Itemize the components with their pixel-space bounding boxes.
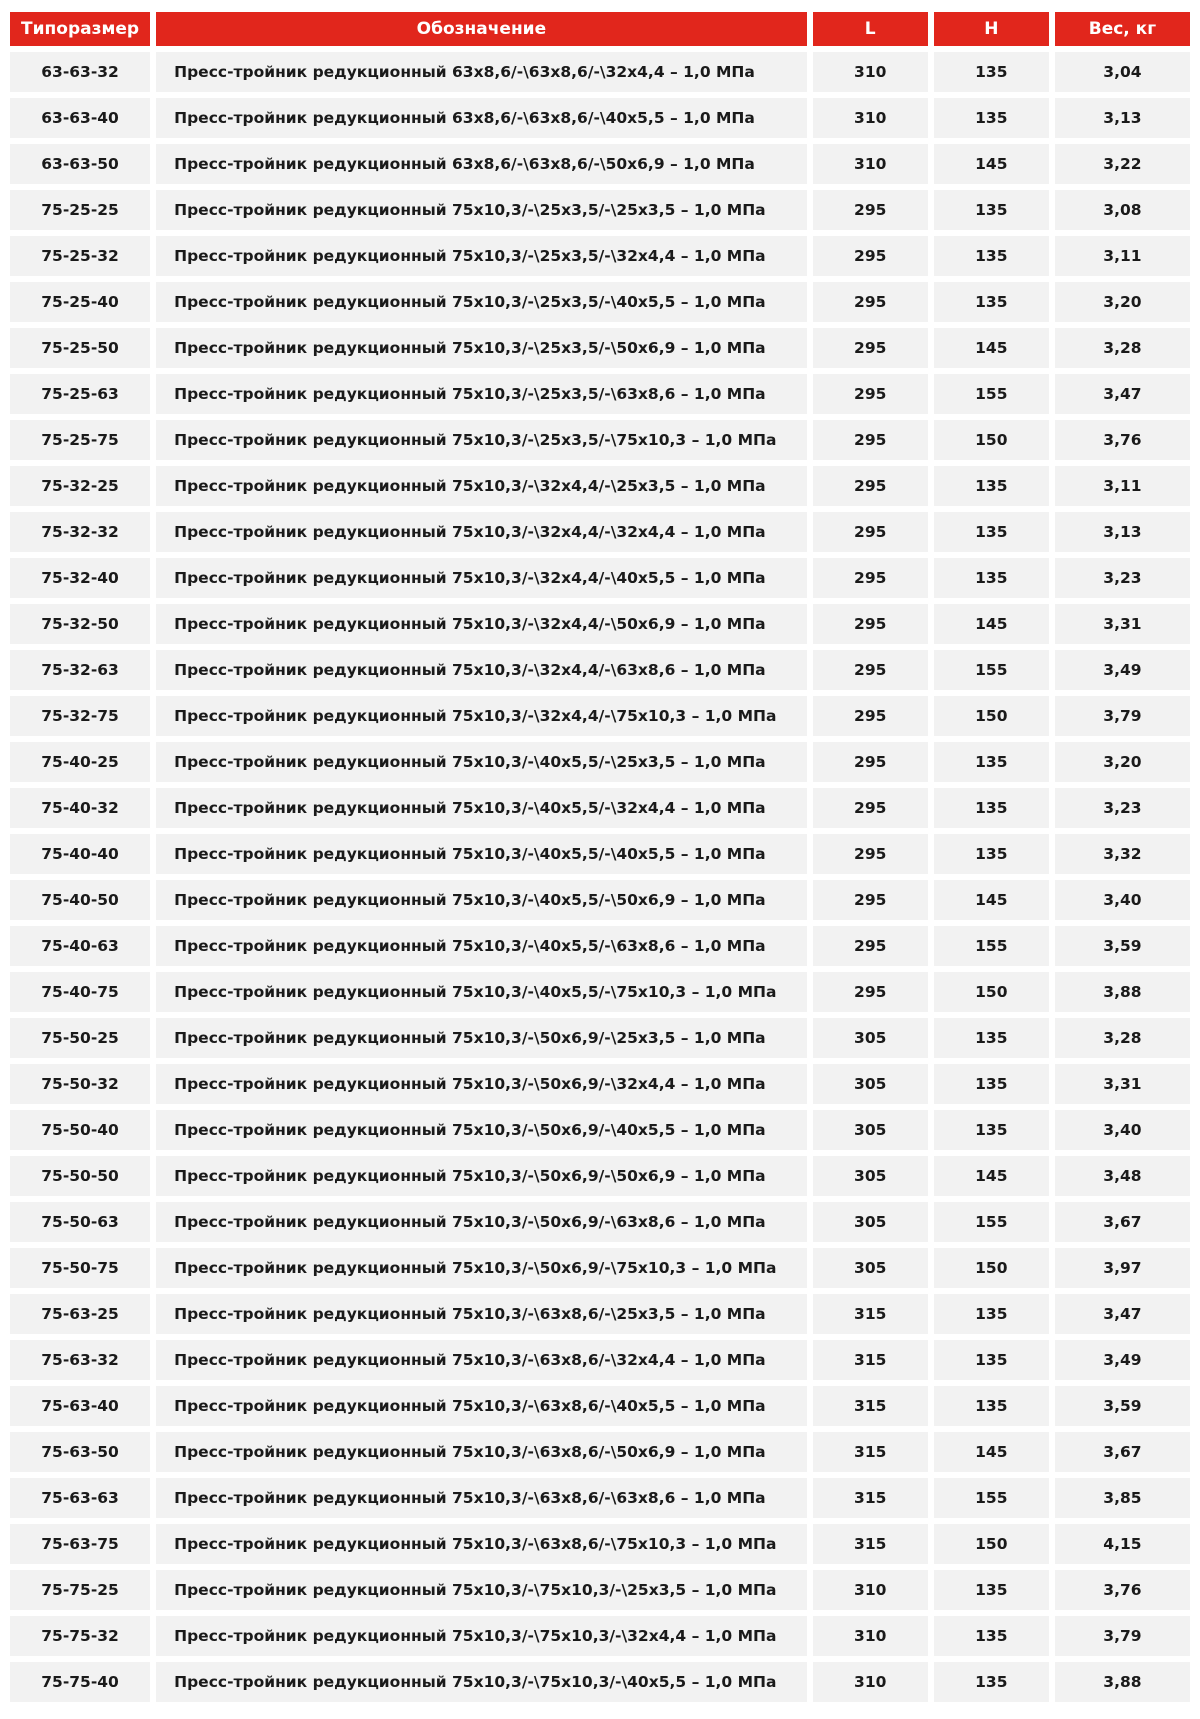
cell-length: 305 [813, 1064, 928, 1104]
cell-designation: Пресс-тройник редукционный 75х10,3/-\50х6,9/-\63х8,6 – 1,0 МПа [156, 1202, 807, 1242]
table-row [10, 512, 1190, 552]
cell-height: 135 [934, 282, 1049, 322]
table-row [10, 650, 1190, 690]
table-row [10, 1570, 1190, 1610]
table-row [10, 420, 1190, 460]
cell-height: 145 [934, 604, 1049, 644]
cell-height: 135 [934, 1064, 1049, 1104]
header-size: Типоразмер [10, 12, 150, 46]
cell-designation: Пресс-тройник редукционный 75х10,3/-\32х4,4/-\32х4,4 – 1,0 МПа [156, 512, 807, 552]
header-designation: Обозначение [156, 12, 807, 46]
spec-table [4, 6, 1196, 1708]
cell-length: 295 [813, 604, 928, 644]
cell-size: 63-63-32 [10, 52, 150, 92]
cell-length: 295 [813, 972, 928, 1012]
cell-height: 135 [934, 236, 1049, 276]
cell-designation: Пресс-тройник редукционный 75х10,3/-\40х5,5/-\25х3,5 – 1,0 МПа [156, 742, 807, 782]
cell-length: 305 [813, 1110, 928, 1150]
cell-size: 75-25-25 [10, 190, 150, 230]
cell-size: 75-40-40 [10, 834, 150, 874]
cell-height: 135 [934, 1018, 1049, 1058]
cell-designation: Пресс-тройник редукционный 63х8,6/-\63х8,6/-\50х6,9 – 1,0 МПа [156, 144, 807, 184]
cell-designation: Пресс-тройник редукционный 75х10,3/-\40х5,5/-\63х8,6 – 1,0 МПа [156, 926, 807, 966]
cell-size: 75-63-75 [10, 1524, 150, 1564]
cell-length: 305 [813, 1156, 928, 1196]
cell-length: 295 [813, 466, 928, 506]
table-row [10, 880, 1190, 920]
cell-height: 135 [934, 512, 1049, 552]
cell-size: 75-63-25 [10, 1294, 150, 1334]
cell-height: 150 [934, 1524, 1049, 1564]
header-length: L [813, 12, 928, 46]
cell-size: 75-32-63 [10, 650, 150, 690]
table-row [10, 374, 1190, 414]
cell-weight: 3,20 [1055, 282, 1190, 322]
cell-size: 75-75-32 [10, 1616, 150, 1656]
table-row [10, 926, 1190, 966]
table-row [10, 1662, 1190, 1702]
cell-weight: 3,49 [1055, 1340, 1190, 1380]
cell-length: 295 [813, 190, 928, 230]
table-row [10, 834, 1190, 874]
cell-size: 75-50-25 [10, 1018, 150, 1058]
table-row [10, 1524, 1190, 1564]
cell-size: 75-50-40 [10, 1110, 150, 1150]
cell-length: 295 [813, 420, 928, 460]
cell-size: 75-50-32 [10, 1064, 150, 1104]
table-row [10, 1340, 1190, 1380]
cell-designation: Пресс-тройник редукционный 75х10,3/-\40х5,5/-\75х10,3 – 1,0 МПа [156, 972, 807, 1012]
table-row [10, 1110, 1190, 1150]
cell-weight: 3,11 [1055, 236, 1190, 276]
cell-size: 75-40-63 [10, 926, 150, 966]
cell-designation: Пресс-тройник редукционный 75х10,3/-\40х5,5/-\32х4,4 – 1,0 МПа [156, 788, 807, 828]
cell-weight: 3,40 [1055, 880, 1190, 920]
cell-designation: Пресс-тройник редукционный 75х10,3/-\25х3,5/-\32х4,4 – 1,0 МПа [156, 236, 807, 276]
cell-weight: 3,13 [1055, 512, 1190, 552]
cell-weight: 3,31 [1055, 604, 1190, 644]
table-row [10, 788, 1190, 828]
cell-size: 75-32-50 [10, 604, 150, 644]
cell-size: 75-25-63 [10, 374, 150, 414]
cell-length: 310 [813, 98, 928, 138]
cell-height: 155 [934, 650, 1049, 690]
cell-size: 75-50-63 [10, 1202, 150, 1242]
cell-length: 310 [813, 1616, 928, 1656]
cell-weight: 3,88 [1055, 1662, 1190, 1702]
cell-size: 75-32-40 [10, 558, 150, 598]
cell-length: 295 [813, 558, 928, 598]
cell-weight: 3,31 [1055, 1064, 1190, 1104]
table-row [10, 1294, 1190, 1334]
cell-height: 150 [934, 1248, 1049, 1288]
cell-size: 75-40-25 [10, 742, 150, 782]
cell-weight: 3,97 [1055, 1248, 1190, 1288]
cell-length: 295 [813, 236, 928, 276]
table-row [10, 1616, 1190, 1656]
cell-weight: 3,13 [1055, 98, 1190, 138]
cell-size: 75-40-32 [10, 788, 150, 828]
cell-designation: Пресс-тройник редукционный 75х10,3/-\25х3,5/-\25х3,5 – 1,0 МПа [156, 190, 807, 230]
cell-designation: Пресс-тройник редукционный 75х10,3/-\32х4,4/-\50х6,9 – 1,0 МПа [156, 604, 807, 644]
cell-designation: Пресс-тройник редукционный 63х8,6/-\63х8,6/-\40х5,5 – 1,0 МПа [156, 98, 807, 138]
cell-height: 145 [934, 880, 1049, 920]
cell-weight: 3,47 [1055, 1294, 1190, 1334]
table-row [10, 1064, 1190, 1104]
cell-length: 310 [813, 1570, 928, 1610]
cell-size: 75-50-50 [10, 1156, 150, 1196]
header-height: H [934, 12, 1049, 46]
cell-size: 75-32-32 [10, 512, 150, 552]
cell-length: 295 [813, 742, 928, 782]
cell-designation: Пресс-тройник редукционный 75х10,3/-\32х4,4/-\75х10,3 – 1,0 МПа [156, 696, 807, 736]
cell-designation: Пресс-тройник редукционный 75х10,3/-\63х8,6/-\50х6,9 – 1,0 МПа [156, 1432, 807, 1472]
cell-size: 75-25-50 [10, 328, 150, 368]
cell-weight: 3,28 [1055, 1018, 1190, 1058]
cell-height: 150 [934, 972, 1049, 1012]
cell-designation: Пресс-тройник редукционный 75х10,3/-\63х8,6/-\75х10,3 – 1,0 МПа [156, 1524, 807, 1564]
cell-size: 75-63-40 [10, 1386, 150, 1426]
cell-size: 75-63-63 [10, 1478, 150, 1518]
cell-designation: Пресс-тройник редукционный 75х10,3/-\25х3,5/-\63х8,6 – 1,0 МПа [156, 374, 807, 414]
cell-length: 295 [813, 834, 928, 874]
cell-size: 75-32-25 [10, 466, 150, 506]
cell-designation: Пресс-тройник редукционный 75х10,3/-\50х6,9/-\50х6,9 – 1,0 МПа [156, 1156, 807, 1196]
cell-weight: 3,47 [1055, 374, 1190, 414]
cell-length: 315 [813, 1294, 928, 1334]
cell-length: 295 [813, 282, 928, 322]
cell-weight: 3,76 [1055, 420, 1190, 460]
cell-height: 135 [934, 190, 1049, 230]
cell-weight: 3,23 [1055, 558, 1190, 598]
table-row [10, 742, 1190, 782]
cell-weight: 3,08 [1055, 190, 1190, 230]
cell-height: 135 [934, 1340, 1049, 1380]
cell-length: 315 [813, 1432, 928, 1472]
cell-weight: 3,32 [1055, 834, 1190, 874]
table-row [10, 1156, 1190, 1196]
table-row [10, 972, 1190, 1012]
cell-height: 135 [934, 1662, 1049, 1702]
cell-size: 75-75-40 [10, 1662, 150, 1702]
cell-weight: 3,40 [1055, 1110, 1190, 1150]
table-row [10, 282, 1190, 322]
cell-weight: 3,11 [1055, 466, 1190, 506]
cell-size: 75-25-75 [10, 420, 150, 460]
cell-length: 295 [813, 650, 928, 690]
cell-size: 75-75-25 [10, 1570, 150, 1610]
table-body [10, 52, 1190, 1702]
table-row [10, 1202, 1190, 1242]
cell-weight: 3,85 [1055, 1478, 1190, 1518]
cell-weight: 3,48 [1055, 1156, 1190, 1196]
cell-length: 310 [813, 52, 928, 92]
cell-designation: Пресс-тройник редукционный 75х10,3/-\25х3,5/-\40х5,5 – 1,0 МПа [156, 282, 807, 322]
cell-designation: Пресс-тройник редукционный 75х10,3/-\75х10,3/-\25х3,5 – 1,0 МПа [156, 1570, 807, 1610]
spec-table-container [10, 12, 1190, 1708]
cell-size: 75-40-50 [10, 880, 150, 920]
table-row [10, 696, 1190, 736]
cell-weight: 3,49 [1055, 650, 1190, 690]
cell-designation: Пресс-тройник редукционный 75х10,3/-\25х3,5/-\50х6,9 – 1,0 МПа [156, 328, 807, 368]
cell-size: 75-40-75 [10, 972, 150, 1012]
cell-designation: Пресс-тройник редукционный 75х10,3/-\32х4,4/-\40х5,5 – 1,0 МПа [156, 558, 807, 598]
cell-length: 295 [813, 512, 928, 552]
cell-height: 145 [934, 1432, 1049, 1472]
table-row [10, 328, 1190, 368]
cell-length: 295 [813, 328, 928, 368]
cell-designation: Пресс-тройник редукционный 75х10,3/-\40х5,5/-\50х6,9 – 1,0 МПа [156, 880, 807, 920]
cell-weight: 3,88 [1055, 972, 1190, 1012]
cell-size: 75-63-32 [10, 1340, 150, 1380]
table-row [10, 1018, 1190, 1058]
cell-size: 63-63-50 [10, 144, 150, 184]
cell-designation: Пресс-тройник редукционный 75х10,3/-\32х4,4/-\25х3,5 – 1,0 МПа [156, 466, 807, 506]
table-row [10, 1248, 1190, 1288]
header-weight: Вес, кг [1055, 12, 1190, 46]
cell-height: 150 [934, 420, 1049, 460]
cell-height: 150 [934, 696, 1049, 736]
cell-height: 145 [934, 144, 1049, 184]
cell-weight: 3,59 [1055, 1386, 1190, 1426]
cell-height: 135 [934, 1616, 1049, 1656]
cell-height: 135 [934, 98, 1049, 138]
cell-length: 295 [813, 880, 928, 920]
cell-designation: Пресс-тройник редукционный 75х10,3/-\63х8,6/-\63х8,6 – 1,0 МПа [156, 1478, 807, 1518]
cell-weight: 3,76 [1055, 1570, 1190, 1610]
cell-height: 135 [934, 558, 1049, 598]
cell-designation: Пресс-тройник редукционный 75х10,3/-\40х5,5/-\40х5,5 – 1,0 МПа [156, 834, 807, 874]
cell-weight: 3,67 [1055, 1432, 1190, 1472]
cell-size: 63-63-40 [10, 98, 150, 138]
cell-height: 135 [934, 1294, 1049, 1334]
cell-weight: 4,15 [1055, 1524, 1190, 1564]
table-row [10, 98, 1190, 138]
cell-weight: 3,04 [1055, 52, 1190, 92]
cell-length: 305 [813, 1202, 928, 1242]
cell-designation: Пресс-тройник редукционный 75х10,3/-\50х6,9/-\40х5,5 – 1,0 МПа [156, 1110, 807, 1150]
cell-height: 135 [934, 1386, 1049, 1426]
cell-length: 310 [813, 144, 928, 184]
cell-weight: 3,67 [1055, 1202, 1190, 1242]
cell-size: 75-32-75 [10, 696, 150, 736]
table-row [10, 236, 1190, 276]
cell-height: 155 [934, 926, 1049, 966]
cell-length: 315 [813, 1386, 928, 1426]
cell-height: 145 [934, 328, 1049, 368]
cell-designation: Пресс-тройник редукционный 75х10,3/-\32х4,4/-\63х8,6 – 1,0 МПа [156, 650, 807, 690]
cell-weight: 3,23 [1055, 788, 1190, 828]
cell-designation: Пресс-тройник редукционный 75х10,3/-\63х8,6/-\25х3,5 – 1,0 МПа [156, 1294, 807, 1334]
header-row [10, 12, 1190, 46]
cell-designation: Пресс-тройник редукционный 75х10,3/-\50х6,9/-\25х3,5 – 1,0 МПа [156, 1018, 807, 1058]
cell-length: 295 [813, 374, 928, 414]
cell-height: 135 [934, 1570, 1049, 1610]
cell-weight: 3,59 [1055, 926, 1190, 966]
cell-height: 135 [934, 1110, 1049, 1150]
cell-designation: Пресс-тройник редукционный 75х10,3/-\75х10,3/-\32х4,4 – 1,0 МПа [156, 1616, 807, 1656]
cell-length: 315 [813, 1478, 928, 1518]
cell-height: 155 [934, 374, 1049, 414]
cell-size: 75-25-40 [10, 282, 150, 322]
table-row [10, 558, 1190, 598]
cell-designation: Пресс-тройник редукционный 75х10,3/-\50х6,9/-\75х10,3 – 1,0 МПа [156, 1248, 807, 1288]
cell-size: 75-25-32 [10, 236, 150, 276]
cell-height: 135 [934, 742, 1049, 782]
cell-height: 155 [934, 1478, 1049, 1518]
cell-designation: Пресс-тройник редукционный 63х8,6/-\63х8,6/-\32х4,4 – 1,0 МПа [156, 52, 807, 92]
cell-length: 295 [813, 788, 928, 828]
cell-length: 295 [813, 926, 928, 966]
cell-length: 295 [813, 696, 928, 736]
table-row [10, 1432, 1190, 1472]
cell-length: 315 [813, 1340, 928, 1380]
cell-designation: Пресс-тройник редукционный 75х10,3/-\63х8,6/-\40х5,5 – 1,0 МПа [156, 1386, 807, 1426]
cell-size: 75-50-75 [10, 1248, 150, 1288]
cell-length: 315 [813, 1524, 928, 1564]
cell-height: 135 [934, 834, 1049, 874]
cell-height: 135 [934, 788, 1049, 828]
table-row [10, 144, 1190, 184]
cell-size: 75-63-50 [10, 1432, 150, 1472]
cell-weight: 3,79 [1055, 1616, 1190, 1656]
cell-weight: 3,28 [1055, 328, 1190, 368]
cell-designation: Пресс-тройник редукционный 75х10,3/-\75х10,3/-\40х5,5 – 1,0 МПа [156, 1662, 807, 1702]
cell-designation: Пресс-тройник редукционный 75х10,3/-\63х8,6/-\32х4,4 – 1,0 МПа [156, 1340, 807, 1380]
table-row [10, 52, 1190, 92]
cell-height: 145 [934, 1156, 1049, 1196]
cell-height: 135 [934, 52, 1049, 92]
table-row [10, 466, 1190, 506]
cell-weight: 3,79 [1055, 696, 1190, 736]
cell-height: 135 [934, 466, 1049, 506]
table-row [10, 604, 1190, 644]
cell-weight: 3,22 [1055, 144, 1190, 184]
cell-height: 155 [934, 1202, 1049, 1242]
table-header [10, 12, 1190, 46]
cell-length: 310 [813, 1662, 928, 1702]
table-row [10, 1386, 1190, 1426]
table-row [10, 190, 1190, 230]
cell-length: 305 [813, 1248, 928, 1288]
cell-designation: Пресс-тройник редукционный 75х10,3/-\25х3,5/-\75х10,3 – 1,0 МПа [156, 420, 807, 460]
cell-designation: Пресс-тройник редукционный 75х10,3/-\50х6,9/-\32х4,4 – 1,0 МПа [156, 1064, 807, 1104]
cell-weight: 3,20 [1055, 742, 1190, 782]
cell-length: 305 [813, 1018, 928, 1058]
table-row [10, 1478, 1190, 1518]
